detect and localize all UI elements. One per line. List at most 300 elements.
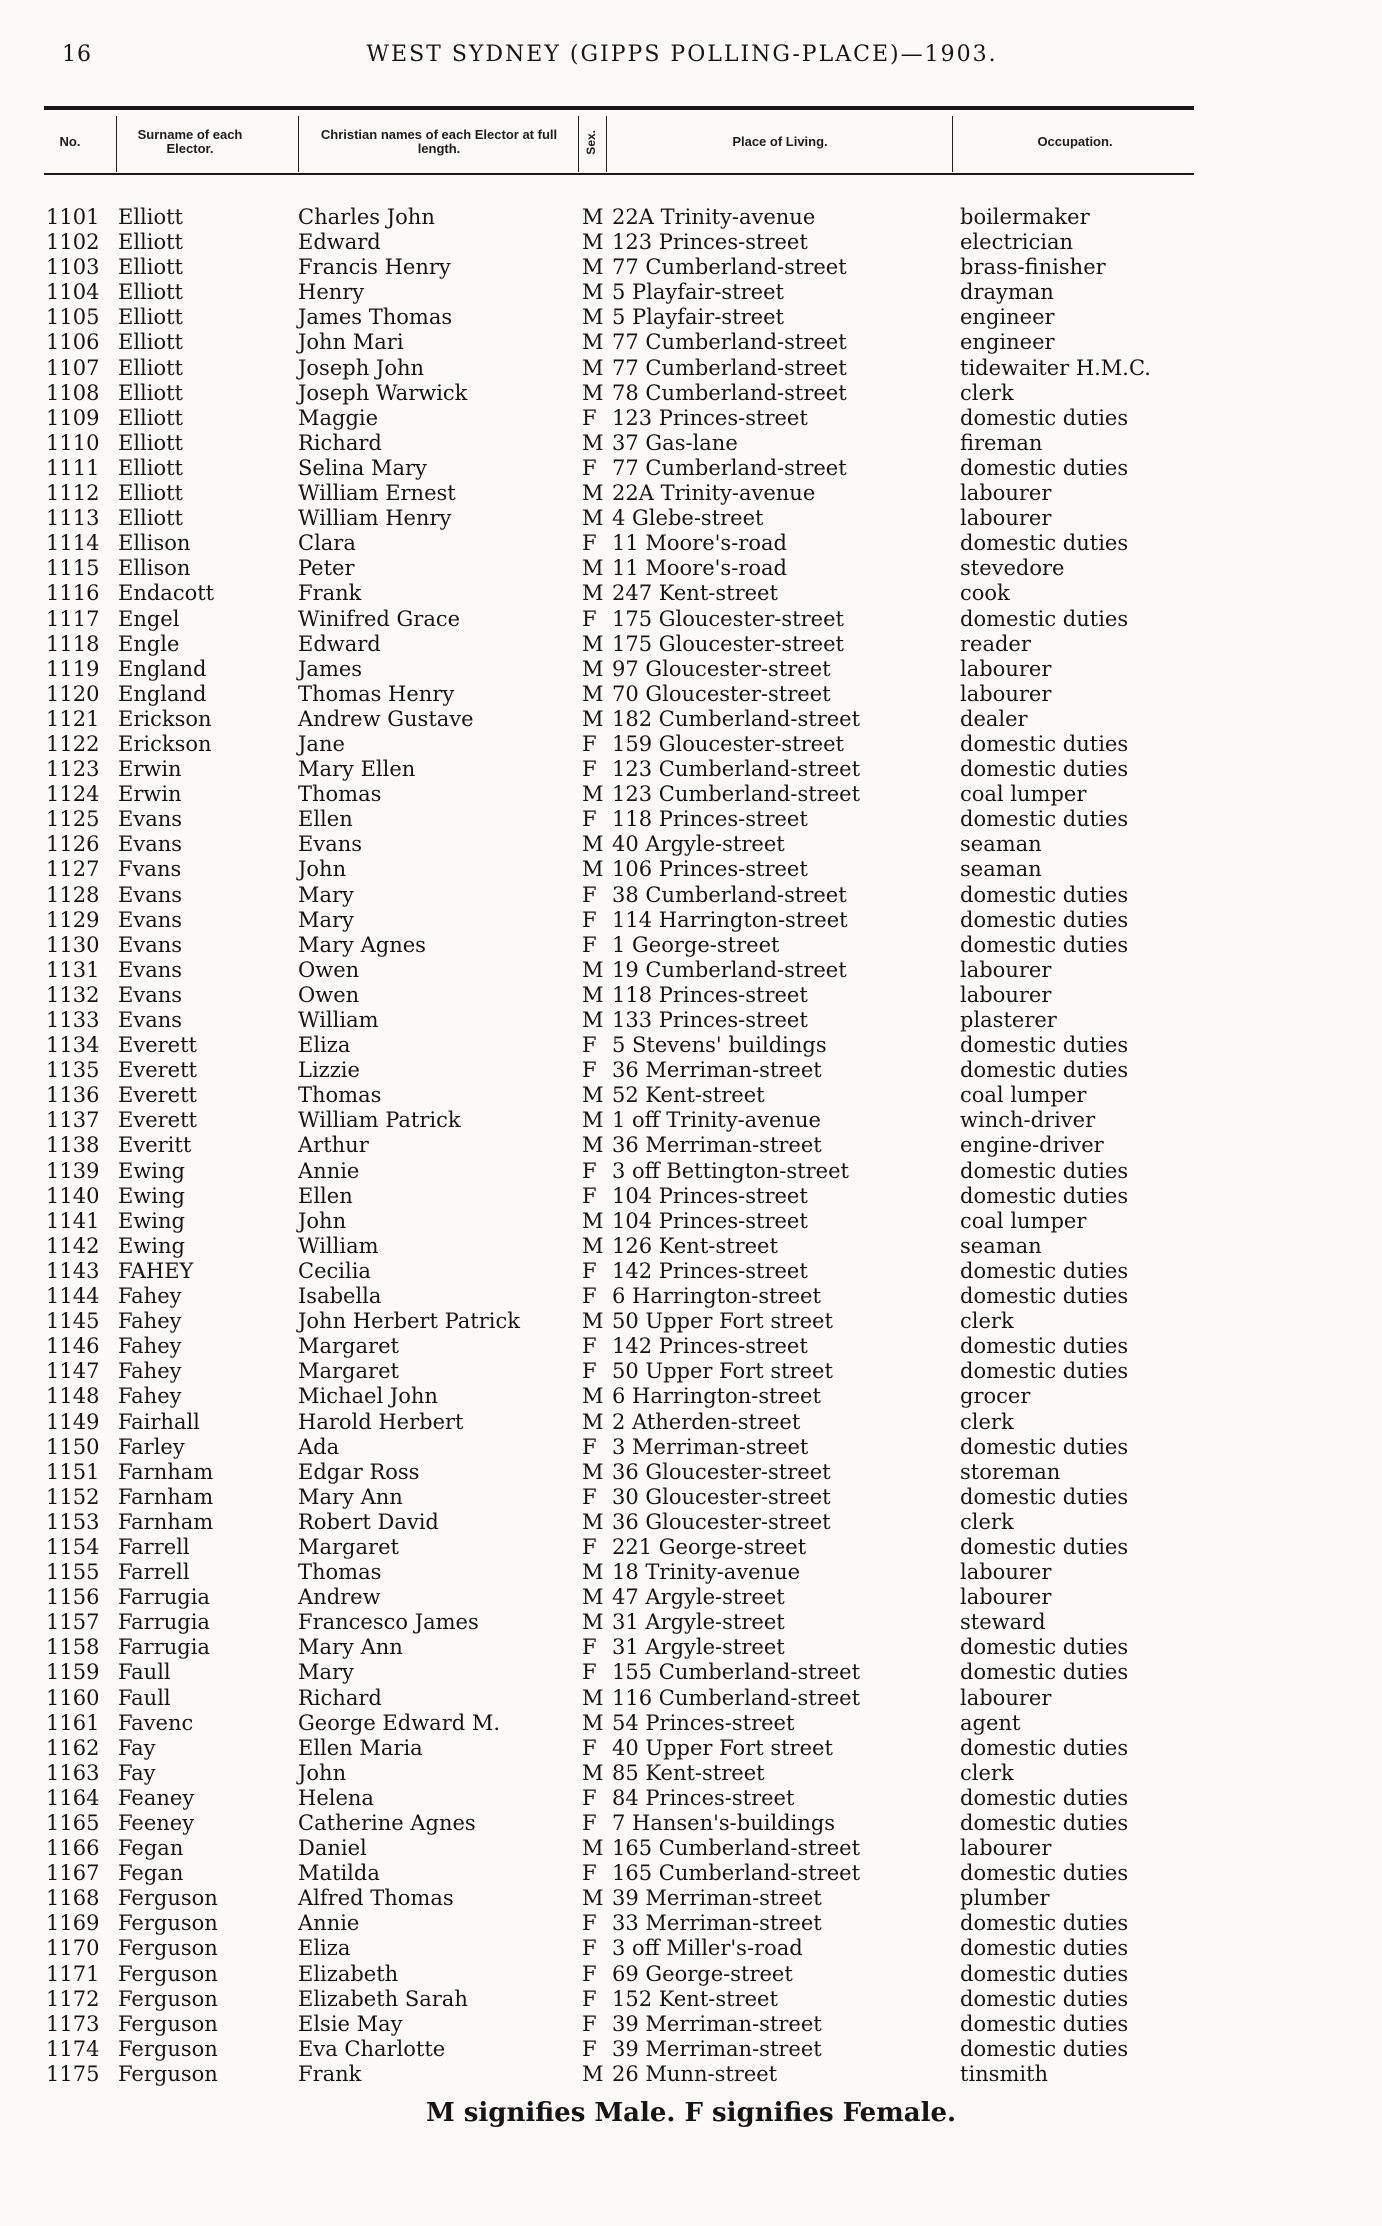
elector-occupation: dealer — [960, 706, 1028, 731]
elector-number: 1125 — [46, 807, 100, 832]
elector-occupation: domestic duties — [960, 1158, 1129, 1183]
elector-occupation: domestic duties — [960, 1861, 1129, 1886]
elector-surname: Elliott — [118, 380, 183, 405]
elector-sex: M — [582, 205, 604, 229]
elector-row — [0, 406, 1382, 431]
elector-sex: M — [582, 481, 604, 506]
elector-occupation: agent — [960, 1710, 1021, 1735]
elector-sex: F — [582, 1033, 597, 1058]
elector-surname: Farnham — [118, 1509, 214, 1534]
elector-place-of-living: 50 Upper Fort street — [612, 1359, 833, 1384]
elector-christian-names: Daniel — [298, 1836, 367, 1861]
elector-occupation: domestic duties — [960, 1334, 1129, 1359]
elector-surname: Ewing — [118, 1233, 185, 1258]
elector-number: 1151 — [46, 1459, 100, 1484]
elector-row — [0, 381, 1382, 406]
elector-sex: F — [582, 1334, 597, 1359]
page-number: 16 — [62, 42, 92, 67]
elector-surname: Endacott — [118, 581, 215, 606]
elector-christian-names: Andrew — [298, 1585, 381, 1610]
elector-number: 1107 — [46, 355, 100, 380]
elector-number: 1156 — [46, 1585, 100, 1610]
elector-sex: M — [582, 1610, 604, 1635]
elector-place-of-living: 11 Moore's-road — [612, 556, 787, 581]
elector-number: 1124 — [46, 782, 100, 807]
elector-christian-names: Ellen — [298, 807, 353, 832]
elector-row — [0, 1811, 1382, 1836]
elector-surname: Ewing — [118, 1183, 185, 1208]
elector-christian-names: John — [298, 857, 347, 882]
elector-christian-names: Isabella — [298, 1284, 382, 1309]
elector-occupation: drayman — [960, 280, 1054, 305]
elector-sex: F — [582, 455, 597, 480]
elector-number: 1172 — [46, 1986, 100, 2011]
elector-occupation: boilermaker — [960, 205, 1090, 229]
elector-christian-names: Thomas Henry — [298, 681, 455, 706]
elector-number: 1101 — [46, 205, 100, 229]
elector-occupation: domestic duties — [960, 1635, 1129, 1660]
elector-number: 1137 — [46, 1108, 100, 1133]
elector-christian-names: William — [298, 1233, 379, 1258]
elector-place-of-living: 70 Gloucester-street — [612, 681, 831, 706]
elector-sex: F — [582, 1811, 597, 1835]
elector-christian-names: George Edward M. — [298, 1710, 501, 1735]
elector-occupation: domestic duties — [960, 907, 1129, 932]
elector-place-of-living: 36 Merriman-street — [612, 1058, 822, 1083]
elector-place-of-living: 159 Gloucester-street — [612, 731, 844, 756]
elector-occupation: domestic duties — [960, 731, 1129, 756]
elector-christian-names: Elsie May — [298, 2011, 403, 2036]
elector-number: 1155 — [46, 1560, 100, 1585]
elector-place-of-living: 152 Kent-street — [612, 1986, 778, 2011]
elector-row — [0, 531, 1382, 556]
elector-place-of-living: 221 George-street — [612, 1534, 807, 1559]
elector-row — [0, 1686, 1382, 1711]
elector-christian-names: Charles John — [298, 205, 435, 229]
elector-number: 1120 — [46, 681, 100, 706]
elector-place-of-living: 6 Harrington-street — [612, 1384, 821, 1409]
elector-row — [0, 732, 1382, 757]
elector-number: 1108 — [46, 380, 100, 405]
elector-occupation: labourer — [960, 1836, 1052, 1861]
elector-row — [0, 933, 1382, 958]
elector-surname: Engel — [118, 606, 180, 631]
elector-christian-names: Henry — [298, 280, 365, 305]
elector-row — [0, 506, 1382, 531]
elector-place-of-living: 77 Cumberland-street — [612, 255, 847, 280]
elector-surname: Evans — [118, 832, 183, 857]
elector-row — [0, 1209, 1382, 1234]
elector-row — [0, 1410, 1382, 1435]
elector-sex: M — [582, 957, 604, 982]
elector-row — [0, 1460, 1382, 1485]
elector-christian-names: Mary — [298, 907, 354, 932]
elector-place-of-living: 165 Cumberland-street — [612, 1836, 861, 1861]
elector-row — [0, 757, 1382, 782]
elector-place-of-living: 116 Cumberland-street — [612, 1685, 861, 1710]
elector-sex: F — [582, 807, 597, 832]
elector-row — [0, 1936, 1382, 1961]
elector-sex: F — [582, 1258, 597, 1283]
page-title: WEST SYDNEY (GIPPS POLLING-PLACE)—1903. — [366, 42, 998, 67]
elector-place-of-living: 77 Cumberland-street — [612, 330, 847, 355]
column-divider — [578, 116, 579, 172]
elector-sex: M — [582, 2061, 604, 2086]
page-header — [62, 42, 1192, 82]
elector-place-of-living: 40 Upper Fort street — [612, 1735, 833, 1760]
elector-occupation: domestic duties — [960, 1284, 1129, 1309]
elector-number: 1135 — [46, 1058, 100, 1083]
electors-list — [0, 205, 1382, 2087]
elector-place-of-living: 3 Merriman-street — [612, 1434, 809, 1459]
elector-row — [0, 1660, 1382, 1685]
elector-occupation: domestic duties — [960, 1183, 1129, 1208]
elector-sex: F — [582, 2011, 597, 2036]
elector-occupation: labourer — [960, 481, 1052, 506]
elector-surname: Fegan — [118, 1861, 184, 1886]
elector-christian-names: Jane — [298, 731, 345, 756]
elector-surname: Elliott — [118, 506, 183, 531]
elector-surname: Ferguson — [118, 1911, 218, 1936]
elector-occupation: clerk — [960, 1409, 1014, 1434]
elector-sex: M — [582, 782, 604, 807]
elector-occupation: fireman — [960, 430, 1043, 455]
elector-place-of-living: 39 Merriman-street — [612, 2036, 822, 2061]
elector-surname: Fvans — [118, 857, 182, 882]
elector-surname: Elliott — [118, 455, 183, 480]
elector-place-of-living: 31 Argyle-street — [612, 1610, 785, 1635]
elector-christian-names: Owen — [298, 982, 360, 1007]
elector-row — [0, 1861, 1382, 1886]
elector-number: 1112 — [46, 481, 100, 506]
elector-christian-names: Alfred Thomas — [298, 1886, 454, 1911]
elector-sex: F — [582, 1785, 597, 1810]
elector-number: 1171 — [46, 1961, 100, 1986]
elector-christian-names: Selina Mary — [298, 455, 427, 480]
elector-row — [0, 1761, 1382, 1786]
elector-sex: F — [582, 757, 597, 782]
elector-row — [0, 356, 1382, 381]
elector-occupation: domestic duties — [960, 1434, 1129, 1459]
elector-surname: Everett — [118, 1058, 197, 1083]
elector-row — [0, 330, 1382, 355]
elector-row — [0, 908, 1382, 933]
elector-surname: Ferguson — [118, 1886, 218, 1911]
elector-christian-names: Mary Ellen — [298, 757, 416, 782]
elector-number: 1123 — [46, 757, 100, 782]
elector-surname: Farrell — [118, 1534, 190, 1559]
elector-christian-names: Margaret — [298, 1534, 399, 1559]
elector-christian-names: Margaret — [298, 1359, 399, 1384]
elector-occupation: coal lumper — [960, 782, 1087, 807]
elector-christian-names: John — [298, 1208, 347, 1233]
elector-number: 1102 — [46, 230, 100, 255]
elector-number: 1174 — [46, 2036, 100, 2061]
elector-row — [0, 1886, 1382, 1911]
elector-surname: Engle — [118, 631, 180, 656]
elector-christian-names: Elizabeth Sarah — [298, 1986, 468, 2011]
elector-place-of-living: 104 Princes-street — [612, 1183, 808, 1208]
elector-number: 1132 — [46, 982, 100, 1007]
elector-surname: England — [118, 656, 207, 681]
elector-occupation: coal lumper — [960, 1208, 1087, 1233]
elector-place-of-living: 26 Munn-street — [612, 2061, 778, 2086]
elector-sex: F — [582, 1058, 597, 1083]
elector-christian-names: Francesco James — [298, 1610, 479, 1635]
elector-sex: F — [582, 1936, 597, 1961]
elector-number: 1170 — [46, 1936, 100, 1961]
elector-sex: F — [582, 1911, 597, 1936]
elector-number: 1148 — [46, 1384, 100, 1409]
elector-sex: M — [582, 1459, 604, 1484]
elector-sex: M — [582, 255, 604, 280]
elector-occupation: domestic duties — [960, 1986, 1129, 2011]
elector-occupation: stevedore — [960, 556, 1065, 581]
elector-place-of-living: 4 Glebe-street — [612, 506, 764, 531]
elector-place-of-living: 118 Princes-street — [612, 982, 808, 1007]
elector-christian-names: William — [298, 1008, 379, 1032]
elector-christian-names: Michael John — [298, 1384, 438, 1409]
elector-surname: Evans — [118, 882, 183, 907]
elector-occupation: engineer — [960, 330, 1055, 355]
elector-christian-names: Catherine Agnes — [298, 1811, 476, 1835]
elector-surname: Fay — [118, 1760, 156, 1785]
elector-christian-names: Ellen Maria — [298, 1735, 423, 1760]
column-header-place-of-living: Place of Living. — [732, 134, 828, 149]
elector-place-of-living: 106 Princes-street — [612, 857, 808, 882]
elector-occupation: clerk — [960, 1509, 1014, 1534]
elector-christian-names: Eliza — [298, 1033, 351, 1058]
elector-christian-names: Elizabeth — [298, 1961, 399, 1986]
elector-surname: Elliott — [118, 205, 183, 229]
elector-surname: Everitt — [118, 1133, 192, 1158]
elector-sex: F — [582, 1183, 597, 1208]
elector-christian-names: Ellen — [298, 1183, 353, 1208]
elector-sex: F — [582, 405, 597, 430]
elector-row — [0, 1786, 1382, 1811]
elector-row — [0, 1184, 1382, 1209]
elector-number: 1130 — [46, 932, 100, 957]
elector-row — [0, 280, 1382, 305]
elector-christian-names: Thomas — [298, 1083, 382, 1108]
elector-number: 1143 — [46, 1258, 100, 1283]
elector-number: 1127 — [46, 857, 100, 882]
elector-occupation: plasterer — [960, 1008, 1057, 1032]
elector-surname: Everett — [118, 1083, 197, 1108]
elector-number: 1145 — [46, 1309, 100, 1334]
elector-row — [0, 431, 1382, 456]
elector-row — [0, 657, 1382, 682]
elector-number: 1121 — [46, 706, 100, 731]
elector-occupation: domestic duties — [960, 1058, 1129, 1083]
elector-sex: F — [582, 1861, 597, 1886]
elector-sex: M — [582, 430, 604, 455]
elector-row — [0, 456, 1382, 481]
elector-surname: Fahey — [118, 1309, 182, 1334]
elector-place-of-living: 1 off Trinity-avenue — [612, 1108, 821, 1133]
elector-surname: Evans — [118, 982, 183, 1007]
elector-christian-names: Joseph Warwick — [298, 380, 468, 405]
elector-occupation: seaman — [960, 832, 1042, 857]
elector-christian-names: Ada — [298, 1434, 340, 1459]
elector-surname: Ferguson — [118, 2036, 218, 2061]
elector-row — [0, 857, 1382, 882]
elector-surname: Farrugia — [118, 1635, 210, 1660]
elector-surname: Evans — [118, 807, 183, 832]
elector-surname: Elliott — [118, 280, 183, 305]
elector-occupation: storeman — [960, 1459, 1061, 1484]
elector-number: 1160 — [46, 1685, 100, 1710]
elector-christian-names: Edward — [298, 230, 381, 255]
elector-surname: Ewing — [118, 1208, 185, 1233]
elector-place-of-living: 52 Kent-street — [612, 1083, 765, 1108]
elector-number: 1131 — [46, 957, 100, 982]
elector-christian-names: Mary Ann — [298, 1635, 403, 1660]
elector-number: 1152 — [46, 1484, 100, 1509]
elector-occupation: seaman — [960, 1233, 1042, 1258]
column-divider — [952, 116, 953, 172]
elector-number: 1139 — [46, 1158, 100, 1183]
elector-number: 1119 — [46, 656, 100, 681]
elector-row — [0, 607, 1382, 632]
elector-sex: F — [582, 606, 597, 631]
elector-occupation: domestic duties — [960, 882, 1129, 907]
elector-place-of-living: 47 Argyle-street — [612, 1585, 785, 1610]
elector-sex: F — [582, 882, 597, 907]
elector-row — [0, 707, 1382, 732]
elector-number: 1173 — [46, 2011, 100, 2036]
elector-number: 1117 — [46, 606, 100, 631]
elector-surname: Ellison — [118, 556, 191, 581]
column-header-no: No. — [59, 134, 81, 149]
column-header-sex-label: Sex. — [584, 129, 598, 155]
elector-surname: Ewing — [118, 1158, 185, 1183]
elector-place-of-living: 7 Hansen's-buildings — [612, 1811, 836, 1835]
elector-row — [0, 1284, 1382, 1309]
elector-sex: F — [582, 2036, 597, 2061]
elector-surname: Farley — [118, 1434, 185, 1459]
elector-place-of-living: 22A Trinity-avenue — [612, 205, 816, 229]
elector-surname: Ferguson — [118, 1986, 218, 2011]
elector-place-of-living: 19 Cumberland-street — [612, 957, 847, 982]
elector-row — [0, 1259, 1382, 1284]
elector-row — [0, 2012, 1382, 2037]
elector-christian-names: Richard — [298, 430, 382, 455]
elector-place-of-living: 77 Cumberland-street — [612, 355, 847, 380]
elector-sex: F — [582, 1434, 597, 1459]
elector-row — [0, 230, 1382, 255]
elector-number: 1136 — [46, 1083, 100, 1108]
elector-number: 1128 — [46, 882, 100, 907]
elector-christian-names: Maggie — [298, 405, 379, 430]
elector-number: 1175 — [46, 2061, 100, 2086]
elector-place-of-living: 133 Princes-street — [612, 1008, 808, 1032]
elector-christian-names: Mary Agnes — [298, 932, 426, 957]
elector-number: 1116 — [46, 581, 100, 606]
elector-occupation: labourer — [960, 1685, 1052, 1710]
elector-place-of-living: 36 Merriman-street — [612, 1133, 822, 1158]
elector-number: 1142 — [46, 1233, 100, 1258]
elector-number: 1166 — [46, 1836, 100, 1861]
elector-row — [0, 1987, 1382, 2012]
elector-place-of-living: 50 Upper Fort street — [612, 1309, 833, 1334]
elector-surname: Faull — [118, 1660, 171, 1685]
column-divider — [116, 116, 117, 172]
elector-number: 1146 — [46, 1334, 100, 1359]
elector-occupation: domestic duties — [960, 2036, 1129, 2061]
elector-occupation: labourer — [960, 982, 1052, 1007]
elector-place-of-living: 78 Cumberland-street — [612, 380, 847, 405]
elector-row — [0, 1485, 1382, 1510]
elector-row — [0, 1962, 1382, 1987]
elector-sex: F — [582, 1158, 597, 1183]
elector-row — [0, 1359, 1382, 1384]
elector-christian-names: Owen — [298, 957, 360, 982]
elector-sex: M — [582, 230, 604, 255]
elector-christian-names: John Mari — [298, 330, 404, 355]
column-header-christian-names: Christian names of each Elector at full length. — [320, 127, 558, 156]
elector-christian-names: Robert David — [298, 1509, 439, 1534]
elector-number: 1109 — [46, 405, 100, 430]
elector-number: 1113 — [46, 506, 100, 531]
elector-place-of-living: 123 Cumberland-street — [612, 757, 861, 782]
elector-occupation: brass-finisher — [960, 255, 1106, 280]
elector-number: 1129 — [46, 907, 100, 932]
elector-place-of-living: 6 Harrington-street — [612, 1284, 821, 1309]
elector-surname: Fahey — [118, 1359, 182, 1384]
elector-sex: M — [582, 1760, 604, 1785]
elector-place-of-living: 38 Cumberland-street — [612, 882, 847, 907]
elector-place-of-living: 2 Atherden-street — [612, 1409, 801, 1434]
elector-christian-names: Arthur — [298, 1133, 369, 1158]
elector-number: 1168 — [46, 1886, 100, 1911]
elector-surname: Erickson — [118, 706, 212, 731]
elector-sex: M — [582, 982, 604, 1007]
elector-surname: England — [118, 681, 207, 706]
elector-place-of-living: 39 Merriman-street — [612, 1886, 822, 1911]
elector-number: 1103 — [46, 255, 100, 280]
elector-row — [0, 1133, 1382, 1158]
elector-number: 1167 — [46, 1861, 100, 1886]
elector-sex: M — [582, 355, 604, 380]
elector-surname: Fairhall — [118, 1409, 200, 1434]
elector-place-of-living: 33 Merriman-street — [612, 1911, 822, 1936]
footer-note: M signifies Male. F signifies Female. — [425, 2098, 957, 2128]
elector-surname: Erickson — [118, 731, 212, 756]
elector-row — [0, 1159, 1382, 1184]
elector-surname: Erwin — [118, 757, 182, 782]
elector-christian-names: Andrew Gustave — [298, 706, 474, 731]
elector-occupation: domestic duties — [960, 405, 1129, 430]
elector-christian-names: Thomas — [298, 782, 382, 807]
elector-number: 1161 — [46, 1710, 100, 1735]
elector-occupation: labourer — [960, 506, 1052, 531]
elector-occupation: engine-driver — [960, 1133, 1104, 1158]
elector-row — [0, 1585, 1382, 1610]
elector-row — [0, 1560, 1382, 1585]
elector-occupation: domestic duties — [960, 1484, 1129, 1509]
elector-surname: Erwin — [118, 782, 182, 807]
elector-occupation: domestic duties — [960, 1811, 1129, 1835]
elector-place-of-living: 22A Trinity-avenue — [612, 481, 816, 506]
elector-row — [0, 1309, 1382, 1334]
elector-place-of-living: 5 Playfair-street — [612, 280, 784, 305]
elector-sex: M — [582, 1309, 604, 1334]
elector-row — [0, 2037, 1382, 2062]
elector-christian-names: Annie — [298, 1158, 360, 1183]
elector-place-of-living: 11 Moore's-road — [612, 531, 787, 556]
elector-christian-names: James Thomas — [298, 305, 453, 330]
